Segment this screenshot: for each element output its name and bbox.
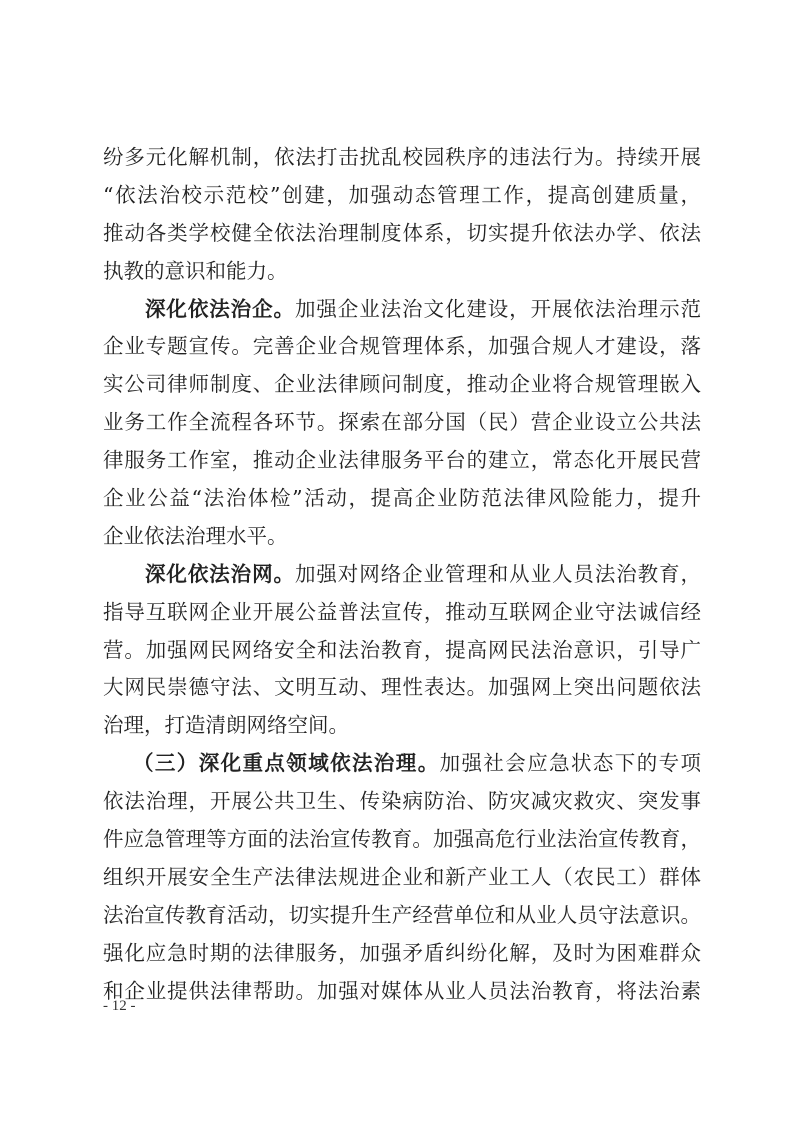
- section-heading: 深化依法治企。: [145, 296, 295, 321]
- text-line: 纷多元化解机制，依法打击扰乱校园秩序的违法行为。持续开展: [103, 145, 701, 169]
- text-line: 和企业提供法律帮助。加强对媒体从业人员法治教育，将法治素: [103, 978, 701, 1003]
- section-heading: （三）深化重点领域依法治理。: [133, 751, 440, 776]
- paragraph-internet: [103, 556, 701, 745]
- text-span: 加强社会应急状态下的专项: [439, 751, 702, 776]
- text-line: 推动各类学校健全依法治理制度体系，切实提升依法办学、依法: [103, 220, 701, 245]
- text-line: 业务工作全流程各环节。探索在部分国（民）营企业设立公共法: [103, 410, 701, 435]
- text-line: 企业依法治理水平。: [103, 523, 288, 548]
- text-line: 执教的意识和能力。: [103, 258, 288, 283]
- paragraph-enterprises: [103, 291, 701, 556]
- text-line: 件应急管理等方面的法治宣传教育。加强高危行业法治宣传教育，: [103, 827, 701, 852]
- section-heading: 深化依法治网。: [145, 561, 295, 586]
- text-span: 加强对网络企业管理和从业人员法治教育，: [294, 561, 702, 586]
- document-body: [103, 139, 701, 1010]
- text-line: 强化应急时期的法律服务，加强矛盾纠纷化解，及时为困难群众: [103, 940, 701, 965]
- text-line: 依法治理，开展公共卫生、传染病防治、防灾减灾救灾、突发事: [103, 789, 701, 814]
- text-line: 指导互联网企业开展公益普法宣传，推动互联网企业守法诚信经: [103, 599, 701, 624]
- text-line: 大网民崇德守法、文明互动、理性表达。加强网上突出问题依法: [103, 675, 701, 700]
- paragraph-key-areas: [103, 745, 701, 1010]
- page-number: - 12 -: [103, 998, 136, 1014]
- text-line: 企业专题宣传。完善企业合规管理体系，加强合规人才建设，落: [103, 334, 701, 359]
- text-line: 治理，打造清朗网络空间。: [103, 713, 349, 738]
- text-line: [103, 556, 701, 594]
- text-line: 企业公益“法治体检”活动，提高企业防范法律风险能力，提升: [103, 486, 701, 511]
- text-line: 组织开展安全生产法律法规进企业和新产业工人（农民工）群体: [103, 864, 701, 889]
- paragraph-schools: [103, 139, 701, 291]
- text-line: 实公司律师制度、企业法律顾问制度，推动企业将合规管理嵌入: [103, 372, 701, 397]
- text-line: “依法治校示范校”创建，加强动态管理工作，提高创建质量，: [103, 182, 701, 207]
- text-span: 加强企业法治文化建设，开展依法治理示范: [294, 296, 702, 321]
- text-line: 营。加强网民网络安全和法治教育，提高网民法治意识，引导广: [103, 637, 701, 662]
- text-line: [103, 291, 701, 329]
- text-line: 律服务工作室，推动企业法律服务平台的建立，常态化开展民营: [103, 448, 701, 473]
- text-line: [103, 745, 701, 783]
- text-line: 法治宣传教育活动，切实提升生产经营单位和从业人员守法意识。: [103, 902, 701, 927]
